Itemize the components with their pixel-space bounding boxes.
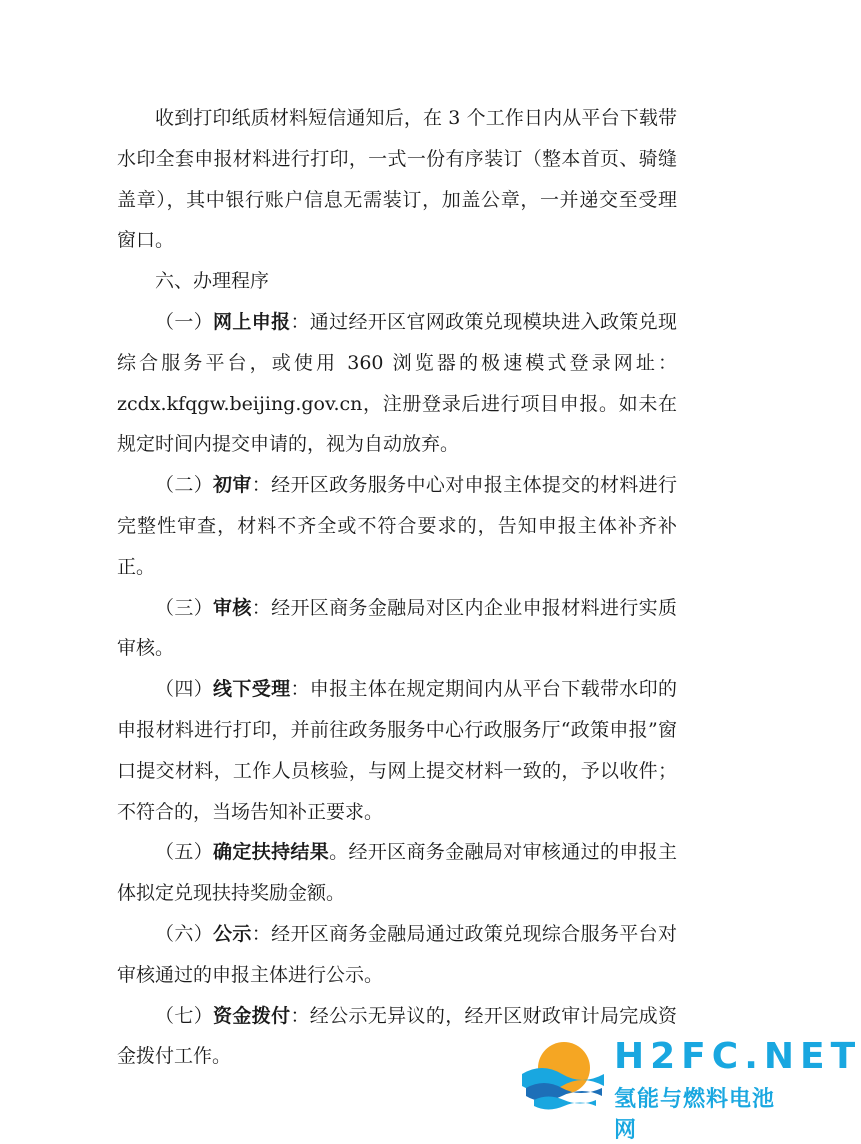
- document-body: [117, 98, 677, 1077]
- paragraph-text: 收到打印纸质材料短信通知后，在 3 个工作日内从平台下载带水印全套申报材料进行打印，一式一份有序装订（整本首页、骑缝盖章），其中银行账户信息无需装订，加盖公章，一并递交至受理窗口。: [117, 107, 677, 252]
- wave-logo-icon: [518, 1038, 608, 1110]
- step-review: [117, 588, 677, 670]
- step-text: ：经开区商务金融局对区内企业申报材料进行实质审核。: [117, 596, 677, 660]
- step-prefix: （七）: [155, 1004, 214, 1027]
- step-text: ：申报主体在规定期间内从平台下载带水印的申报材料进行打印，并前往政务服务中心行政服务厅“政策申报”窗口提交材料，工作人员核验，与网上提交材料一致的，予以收件；不符合的，当场告知补正要求。: [117, 678, 677, 823]
- step-prefix: （二）: [155, 474, 214, 497]
- step-preliminary-review: [117, 465, 677, 587]
- watermark-title: H2FC.NET: [614, 1036, 861, 1077]
- step-determine-result: [117, 832, 677, 914]
- step-lead: 初审: [213, 474, 252, 497]
- step-lead: 线下受理: [213, 678, 291, 701]
- step-lead: 公示: [213, 922, 252, 945]
- section-heading: [117, 261, 677, 302]
- step-prefix: （六）: [155, 922, 214, 945]
- step-prefix: （三）: [155, 596, 214, 619]
- step-lead: 网上申报: [213, 310, 291, 333]
- step-lead: 确定扶持结果: [213, 841, 330, 864]
- step-lead: 审核: [213, 596, 252, 619]
- step-publicity: [117, 914, 677, 996]
- step-text: ：经公示无异议的，经开区财政审计局完成资金拨付工作。: [117, 1004, 677, 1068]
- step-text: 。经开区商务金融局对审核通过的申报主体拟定兑现扶持奖励金额。: [117, 841, 677, 905]
- watermark: [518, 1030, 861, 1143]
- step-prefix: （一）: [155, 310, 214, 333]
- step-text: ：通过经开区官网政策兑现模块进入政策兑现综合服务平台，或使用 360 浏览器的极速模式登录网址：zcdx.kfqgw.beijing.gov.cn，注册登录后进行项目申报。如未在规定时间内提交申请的，视为自动放弃。: [117, 310, 677, 456]
- watermark-subtitle: 氢能与燃料电池网: [614, 1087, 776, 1143]
- step-lead: 资金拨付: [213, 1004, 291, 1027]
- step-online-application: [117, 302, 677, 465]
- step-prefix: （四）: [155, 678, 214, 701]
- step-text: ：经开区商务金融局通过政策兑现综合服务平台对审核通过的申报主体进行公示。: [117, 922, 677, 986]
- step-offline-acceptance: [117, 669, 677, 832]
- section-heading-text: 六、办理程序: [155, 270, 270, 293]
- step-text: ：经开区政务服务中心对申报主体提交的材料进行完整性审查，材料不齐全或不符合要求的，告知申报主体补齐补正。: [117, 474, 677, 578]
- paragraph-print-notice: [117, 98, 677, 261]
- step-prefix: （五）: [155, 841, 214, 864]
